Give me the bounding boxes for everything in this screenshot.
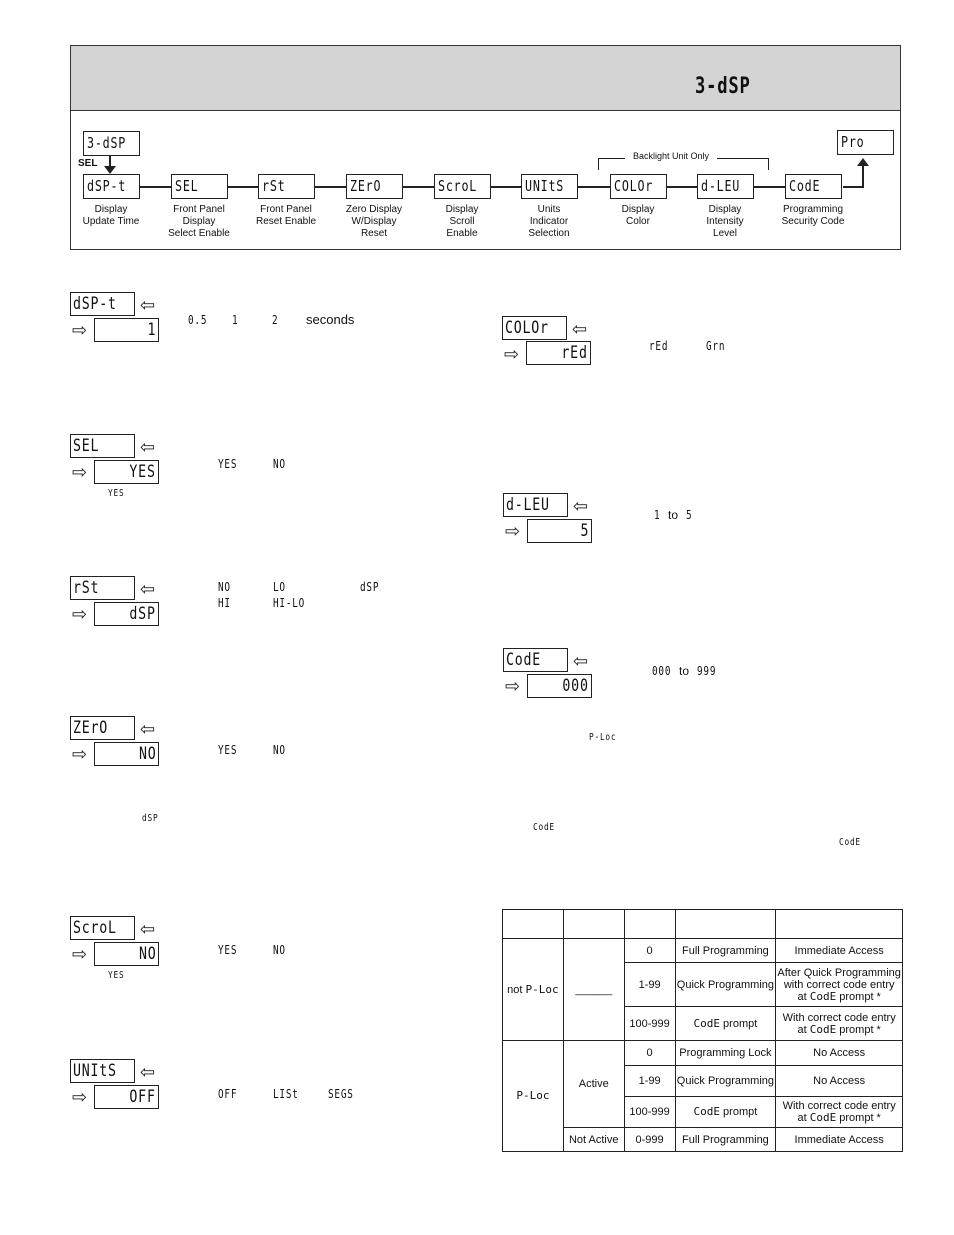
flow-item-code: ZErO	[350, 177, 382, 195]
par-key-icon: ⇦	[140, 919, 156, 939]
flow-caption-line: Zero Display	[345, 204, 403, 215]
rst-option-2: LO	[273, 580, 286, 594]
sel-key-label: SEL	[78, 158, 98, 169]
table-cell-line: After Quick Programming	[777, 966, 901, 979]
table-row	[503, 1128, 903, 1152]
flow-caption-line: Security Code	[781, 216, 845, 227]
table-row	[503, 939, 903, 963]
code-option-min: 000	[652, 664, 672, 678]
sel-key-icon: ⇨	[72, 320, 88, 340]
flow-caption-line: Level	[713, 228, 737, 239]
zero-value-display: NO	[94, 742, 159, 766]
flow-caption-line: Reset Enable	[255, 216, 317, 227]
table-cell: not P-Loc	[503, 939, 564, 1041]
table-cell: Not Active	[563, 1128, 624, 1152]
flow-item-code: d-LEU	[701, 177, 741, 195]
programming-lock-table	[502, 909, 903, 1152]
flow-caption-line: Indicator	[529, 216, 569, 227]
zero-prompt-display: ZErO	[70, 716, 135, 740]
sel-value-display: YES	[94, 460, 159, 484]
dsp-t-value-display: 1	[94, 318, 159, 342]
flow-item-sel	[171, 174, 228, 199]
sel-key-icon: ⇨	[505, 521, 521, 541]
scrol-prompt-display: ScroL	[70, 916, 135, 940]
rst-value-display: dSP	[94, 602, 159, 626]
table-cell-line: with correct code entry	[783, 978, 895, 991]
table-header-cell	[675, 910, 776, 939]
table-cell-line: at CodE prompt *	[797, 1022, 881, 1036]
sel-option-1: YES	[218, 457, 238, 471]
flow-caption-line: W/Display	[351, 216, 397, 227]
flow-caption-line: Enable	[446, 228, 478, 239]
flow-connector	[228, 186, 258, 188]
flow-return-line	[843, 186, 863, 188]
flow-item-code: COLOr	[614, 177, 654, 195]
flow-item-code: dSP-t	[87, 177, 127, 195]
rst-option-5: HI-LO	[273, 596, 306, 610]
table-cell: Full Programming	[675, 1128, 776, 1152]
flow-item-caption	[61, 204, 161, 228]
flow-item-caption	[149, 204, 249, 240]
flow-caption-line: Update Time	[82, 216, 140, 227]
dsp-t-prompt-display: dSP-t	[70, 292, 135, 316]
backlight-note: Backlight Unit Only	[625, 151, 717, 161]
flow-connector	[578, 186, 610, 188]
table-header-cell	[503, 910, 564, 939]
table-cell: No Access	[776, 1066, 903, 1097]
table-cell-line: With correct code entry	[782, 1100, 896, 1112]
table-cell: 0	[624, 1041, 675, 1066]
units-option-3: SEGS	[328, 1087, 354, 1101]
flow-item-color	[610, 174, 667, 199]
table-cell-line: at CodE prompt *	[797, 989, 881, 1003]
flow-caption-line: Select Enable	[168, 228, 230, 239]
flow-caption-line: Display	[708, 204, 742, 215]
table-cell-line: With correct code entry	[782, 1011, 896, 1024]
table-row	[503, 1041, 903, 1066]
flow-caption-line: Programming	[782, 204, 844, 215]
dlev-option-min: 1	[654, 508, 661, 522]
table-cell: Immediate Access	[776, 1128, 903, 1152]
table-cell: Programming Lock	[675, 1041, 776, 1066]
table-header-cell	[776, 910, 903, 939]
code-prompt-display: CodE	[503, 648, 568, 672]
units-option-1: OFF	[218, 1087, 238, 1101]
dsp-t-option-1: 0.5	[188, 313, 208, 327]
arrow-down-icon	[104, 166, 116, 174]
flow-caption-line: Reset	[360, 228, 388, 239]
color-value-display: rEd	[526, 341, 591, 365]
arrow-up-icon	[857, 158, 869, 166]
zero-option-1: YES	[218, 743, 238, 757]
par-key-icon: ⇦	[140, 437, 156, 457]
par-key-icon: ⇦	[573, 496, 589, 516]
flow-caption-line: Intensity	[706, 216, 744, 227]
table-cell: 1-99	[624, 963, 675, 1007]
par-key-icon: ⇦	[140, 295, 156, 315]
scrol-value-display: NO	[94, 942, 159, 966]
flow-item-rst	[258, 174, 315, 199]
flow-item-caption	[588, 204, 688, 228]
table-cell: Immediate Access	[776, 939, 903, 963]
flow-item-code: UNItS	[525, 177, 565, 195]
flow-connector	[140, 186, 171, 188]
table-cell	[776, 963, 903, 1007]
code-range-to: to	[679, 664, 690, 678]
code-note-code-1: CodE	[533, 822, 555, 833]
sel-key-icon: ⇨	[72, 744, 88, 764]
table-cell: ______	[563, 939, 624, 1041]
par-key-icon: ⇦	[140, 579, 156, 599]
sel-key-icon: ⇨	[72, 944, 88, 964]
color-option-1: rEd	[649, 339, 669, 353]
table-cell: 100-999	[624, 1007, 675, 1041]
flow-item-caption	[236, 204, 336, 228]
flow-item-code: CodE	[789, 177, 821, 195]
rst-prompt-display: rSt	[70, 576, 135, 600]
table-cell: P-Loc	[503, 1041, 564, 1152]
flow-item-zero	[346, 174, 403, 199]
flow-up-line	[862, 165, 864, 188]
table-header-cell	[624, 910, 675, 939]
section-header	[70, 45, 901, 111]
flow-start-box: 3-dSP	[83, 131, 140, 156]
rst-option-1: NO	[218, 580, 231, 594]
table-cell: 0	[624, 939, 675, 963]
units-prompt-display: UNItS	[70, 1059, 135, 1083]
flow-connector	[754, 186, 785, 188]
scrol-option-2: NO	[273, 943, 286, 957]
sel-prompt-display: SEL	[70, 434, 135, 458]
sel-key-icon: ⇨	[72, 1087, 88, 1107]
zero-note: dSP	[142, 813, 159, 824]
zero-option-2: NO	[273, 743, 286, 757]
flow-caption-line: Display	[621, 204, 655, 215]
scrol-note: YES	[108, 970, 125, 981]
rst-option-3: dSP	[360, 580, 380, 594]
flow-caption-line: Scroll	[449, 216, 475, 227]
color-option-2: Grn	[706, 339, 726, 353]
flow-item-caption	[324, 204, 424, 240]
table-header-row	[503, 910, 903, 939]
flow-end-box: Pro	[837, 130, 894, 155]
flow-connector	[667, 186, 697, 188]
flow-item-caption	[763, 204, 863, 228]
dsp-t-option-3: 2	[272, 313, 279, 327]
flow-connector	[491, 186, 521, 188]
flow-caption-line: Display	[94, 204, 128, 215]
code-note-code-2: CodE	[839, 837, 861, 848]
table-cell: 0-999	[624, 1128, 675, 1152]
flow-caption-line: Front Panel	[260, 204, 312, 215]
table-cell: CodE prompt	[675, 1007, 776, 1041]
par-key-icon: ⇦	[140, 1062, 156, 1082]
flow-item-caption	[675, 204, 775, 240]
flow-item-dspt	[83, 174, 140, 199]
table-cell: CodE prompt	[675, 1097, 776, 1128]
section-code: 3-dSP	[695, 74, 751, 99]
dlev-value-display: 5	[527, 519, 592, 543]
flow-item-code	[785, 174, 842, 199]
units-option-2: LISt	[273, 1087, 299, 1101]
flow-caption-line: Selection	[528, 228, 570, 239]
table-cell: Active	[563, 1041, 624, 1128]
flow-item-code: SEL	[175, 177, 199, 195]
flow-item-code: ScroL	[438, 177, 478, 195]
table-cell: Quick Programming	[675, 963, 776, 1007]
table-cell: Full Programming	[675, 939, 776, 963]
flow-item-caption	[412, 204, 512, 240]
table-cell-line: at CodE prompt *	[797, 1111, 881, 1124]
sel-key-icon: ⇨	[72, 604, 88, 624]
flow-caption-line: Front Panel	[173, 204, 225, 215]
dlev-range-to: to	[668, 508, 679, 522]
table-cell	[776, 1097, 903, 1128]
code-value-display: 000	[527, 674, 592, 698]
flow-item-dleu	[697, 174, 754, 199]
dlev-option-max: 5	[686, 508, 693, 522]
dsp-t-option-2: 1	[232, 313, 239, 327]
sel-key-icon: ⇨	[505, 676, 521, 696]
scrol-option-1: YES	[218, 943, 238, 957]
rst-option-4: HI	[218, 596, 231, 610]
flow-caption-line: Color	[626, 216, 650, 227]
par-key-icon: ⇦	[573, 651, 589, 671]
sel-key-icon: ⇨	[72, 462, 88, 482]
table-cell: 100-999	[624, 1097, 675, 1128]
table-cell: Quick Programming	[675, 1066, 776, 1097]
par-key-icon: ⇦	[140, 719, 156, 739]
table-cell	[776, 1007, 903, 1041]
color-prompt-display: COLOr	[502, 316, 567, 340]
flow-caption-line: Display	[182, 216, 216, 227]
flow-item-units	[521, 174, 578, 199]
flow-connector	[403, 186, 434, 188]
code-option-max: 999	[697, 664, 717, 678]
flow-item-caption	[499, 204, 599, 240]
units-value-display: OFF	[94, 1085, 159, 1109]
table-header-cell	[563, 910, 624, 939]
table-cell: No Access	[776, 1041, 903, 1066]
flow-caption-line: Units	[537, 204, 561, 215]
sel-note: YES	[108, 488, 125, 499]
flow-connector	[315, 186, 346, 188]
par-key-icon: ⇦	[572, 319, 588, 339]
flow-item-code: rSt	[262, 177, 286, 195]
flow-caption-line: Display	[445, 204, 479, 215]
sel-option-2: NO	[273, 457, 286, 471]
sel-key-icon: ⇨	[504, 344, 520, 364]
code-note-ploc: P-Loc	[589, 732, 617, 743]
table-cell: 1-99	[624, 1066, 675, 1097]
flow-item-scrol	[434, 174, 491, 199]
dsp-t-unit: seconds	[306, 312, 355, 327]
dlev-prompt-display: d-LEU	[503, 493, 568, 517]
